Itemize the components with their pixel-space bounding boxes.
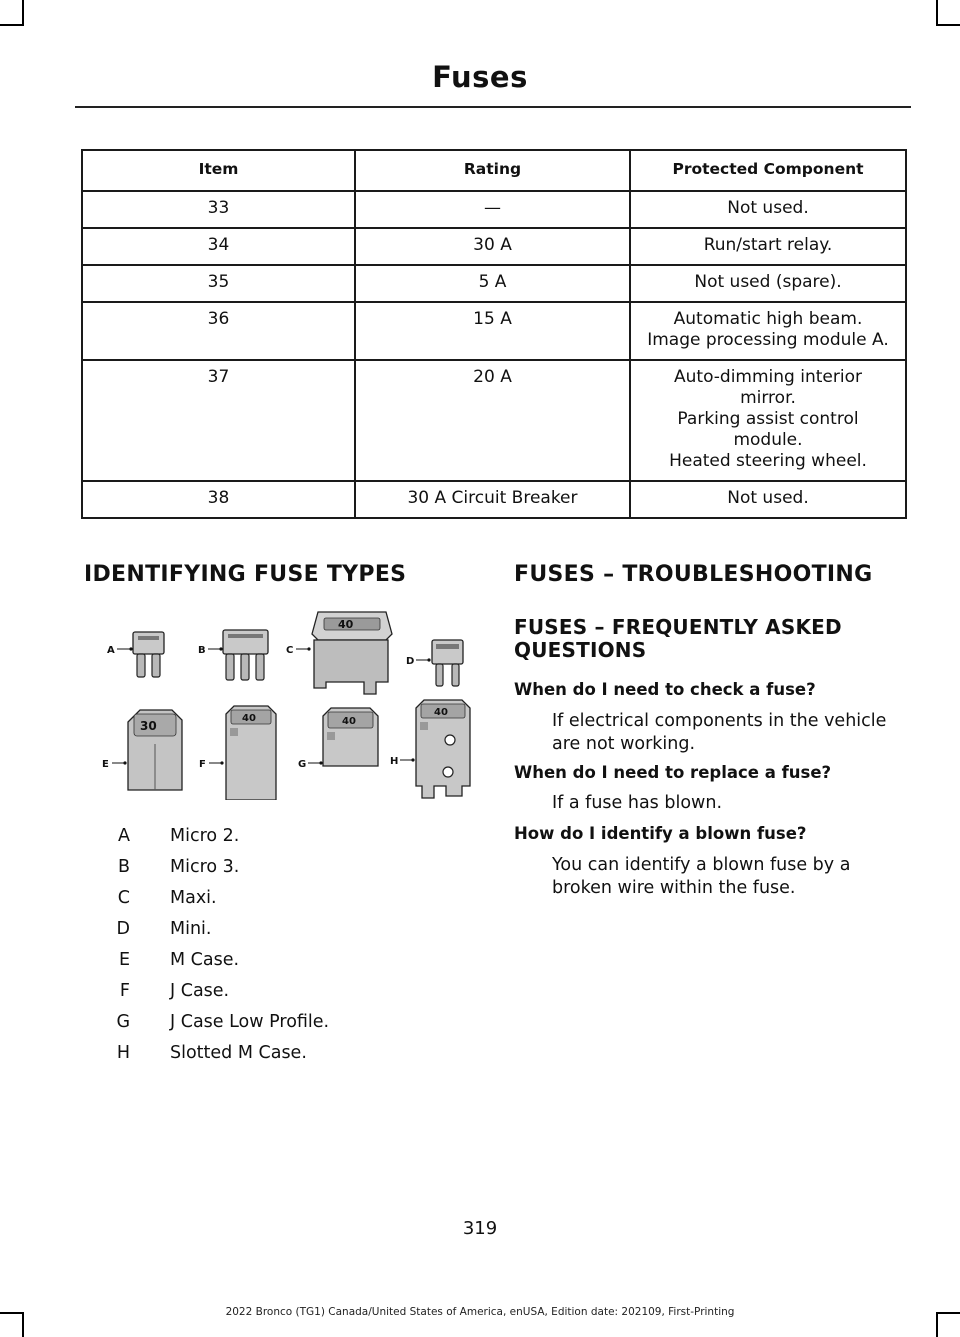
maxi-fuse (312, 612, 392, 694)
fuse-number-label: 30 (140, 719, 157, 733)
legend-description: J Case. (170, 981, 230, 1001)
legend-description: M Case. (170, 950, 240, 970)
fuse-types-heading: IDENTIFYING FUSE TYPES (84, 562, 407, 587)
rating-cell: 5 A (355, 265, 630, 302)
legend-description: J Case Low Profile. (170, 1012, 330, 1032)
legend-letter: G (116, 1012, 130, 1032)
fuse-label-e: E (102, 759, 109, 770)
column-header-item: Item (82, 150, 355, 191)
legend-description: Micro 3. (170, 857, 240, 877)
component-line: Automatic high beam. (673, 309, 863, 329)
micro2-fuse (133, 632, 164, 677)
fuse-label-a: A (107, 645, 115, 656)
item-cell: 35 (82, 265, 355, 302)
item-cell: 34 (82, 228, 355, 265)
component-cell (630, 191, 906, 228)
component-line: Parking assist control module. (677, 409, 859, 450)
faq-question: When do I need to check a fuse? (514, 680, 816, 699)
component-line: Auto-dimming interior mirror. (674, 367, 862, 408)
fuse-number-label: 40 (338, 618, 354, 631)
fuse-table (81, 149, 907, 519)
table-row (82, 481, 906, 518)
component-cell (630, 360, 906, 481)
rating-cell: 30 A Circuit Breaker (355, 481, 630, 518)
component-cell (630, 481, 906, 518)
legend-description: Slotted M Case. (170, 1043, 307, 1063)
title-divider (75, 106, 911, 108)
m-case-fuse (128, 710, 182, 790)
leader-dot (427, 658, 430, 661)
component-cell (630, 228, 906, 265)
table-row (82, 191, 906, 228)
leader-dot (220, 761, 223, 764)
legend-description: Mini. (170, 919, 212, 939)
legend-letter: E (118, 950, 130, 970)
item-cell: 36 (82, 302, 355, 360)
micro3-fuse (223, 630, 268, 680)
j-case-low-profile-fuse (323, 708, 378, 766)
table-row (82, 302, 906, 360)
faq-answer: If a fuse has blown. (552, 793, 723, 813)
component-line: Heated steering wheel. (669, 451, 867, 471)
faq-answer: If electrical components in the vehicle are not working. (552, 711, 887, 754)
page-footer: 2022 Bronco (TG1) Canada/United States of America, enUSA, Edition date: 202109, First-Printing (225, 1306, 735, 1318)
fuse-label-g: G (298, 759, 307, 770)
page-number: 319 (462, 1218, 498, 1239)
column-header-component: Protected Component (630, 150, 906, 191)
rating-cell: 30 A (355, 228, 630, 265)
leader-dot (129, 647, 132, 650)
crop-mark (0, 24, 22, 26)
component-line: Run/start relay. (703, 235, 833, 255)
component-line: Not used. (727, 488, 809, 508)
legend-description: Maxi. (170, 888, 217, 908)
crop-mark (938, 24, 960, 26)
leader-dot (307, 647, 310, 650)
item-cell: 38 (82, 481, 355, 518)
faq-question: When do I need to replace a fuse? (514, 763, 832, 782)
fuse-number-label: 40 (242, 713, 256, 724)
component-cell (630, 302, 906, 360)
legend-letter: B (117, 857, 130, 877)
legend-description: Micro 2. (170, 826, 240, 846)
crop-mark (936, 0, 938, 26)
slotted-m-case-fuse (416, 700, 470, 798)
leader-dot (319, 761, 322, 764)
fuse-label-f: F (199, 759, 206, 770)
leader-dot (123, 761, 126, 764)
mini-fuse (432, 640, 463, 686)
legend-letter: F (119, 981, 130, 1001)
faq-answer: You can identify a blown fuse by a broken wire within the fuse. (552, 855, 851, 898)
page-title: Fuses (432, 60, 528, 94)
leader-dot (411, 758, 414, 761)
fuse-number-label: 40 (342, 716, 356, 727)
troubleshooting-heading: FUSES – TROUBLESHOOTING (514, 562, 873, 587)
crop-mark (22, 0, 24, 26)
j-case-fuse (226, 706, 276, 800)
legend-letter: C (117, 888, 130, 908)
table-row (82, 265, 906, 302)
column-header-rating: Rating (355, 150, 630, 191)
rating-cell: 15 A (355, 302, 630, 360)
item-cell: 33 (82, 191, 355, 228)
faq-question: How do I identify a blown fuse? (514, 824, 807, 843)
legend-letter: D (116, 919, 130, 939)
fuse-label-b: B (198, 645, 206, 656)
legend-letter: H (116, 1043, 130, 1063)
component-line: Image processing module A. (647, 330, 889, 350)
fuse-label-h: H (390, 756, 399, 767)
item-cell: 37 (82, 360, 355, 481)
fuse-number-label: 40 (434, 707, 448, 718)
legend-letter: A (118, 826, 130, 846)
component-line: Not used. (727, 198, 809, 218)
leader-dot (219, 647, 222, 650)
table-row (82, 360, 906, 481)
rating-cell: 20 A (355, 360, 630, 481)
component-cell (630, 265, 906, 302)
table-row (82, 228, 906, 265)
fuse-label-d: D (406, 656, 415, 667)
rating-cell: — (355, 191, 630, 228)
fuse-types-illustration (100, 604, 482, 800)
faq-heading: FUSES – FREQUENTLY ASKED QUESTIONS (514, 615, 842, 662)
component-line: Not used (spare). (694, 272, 842, 292)
table-header-row (82, 150, 906, 191)
fuse-label-c: C (286, 645, 294, 656)
